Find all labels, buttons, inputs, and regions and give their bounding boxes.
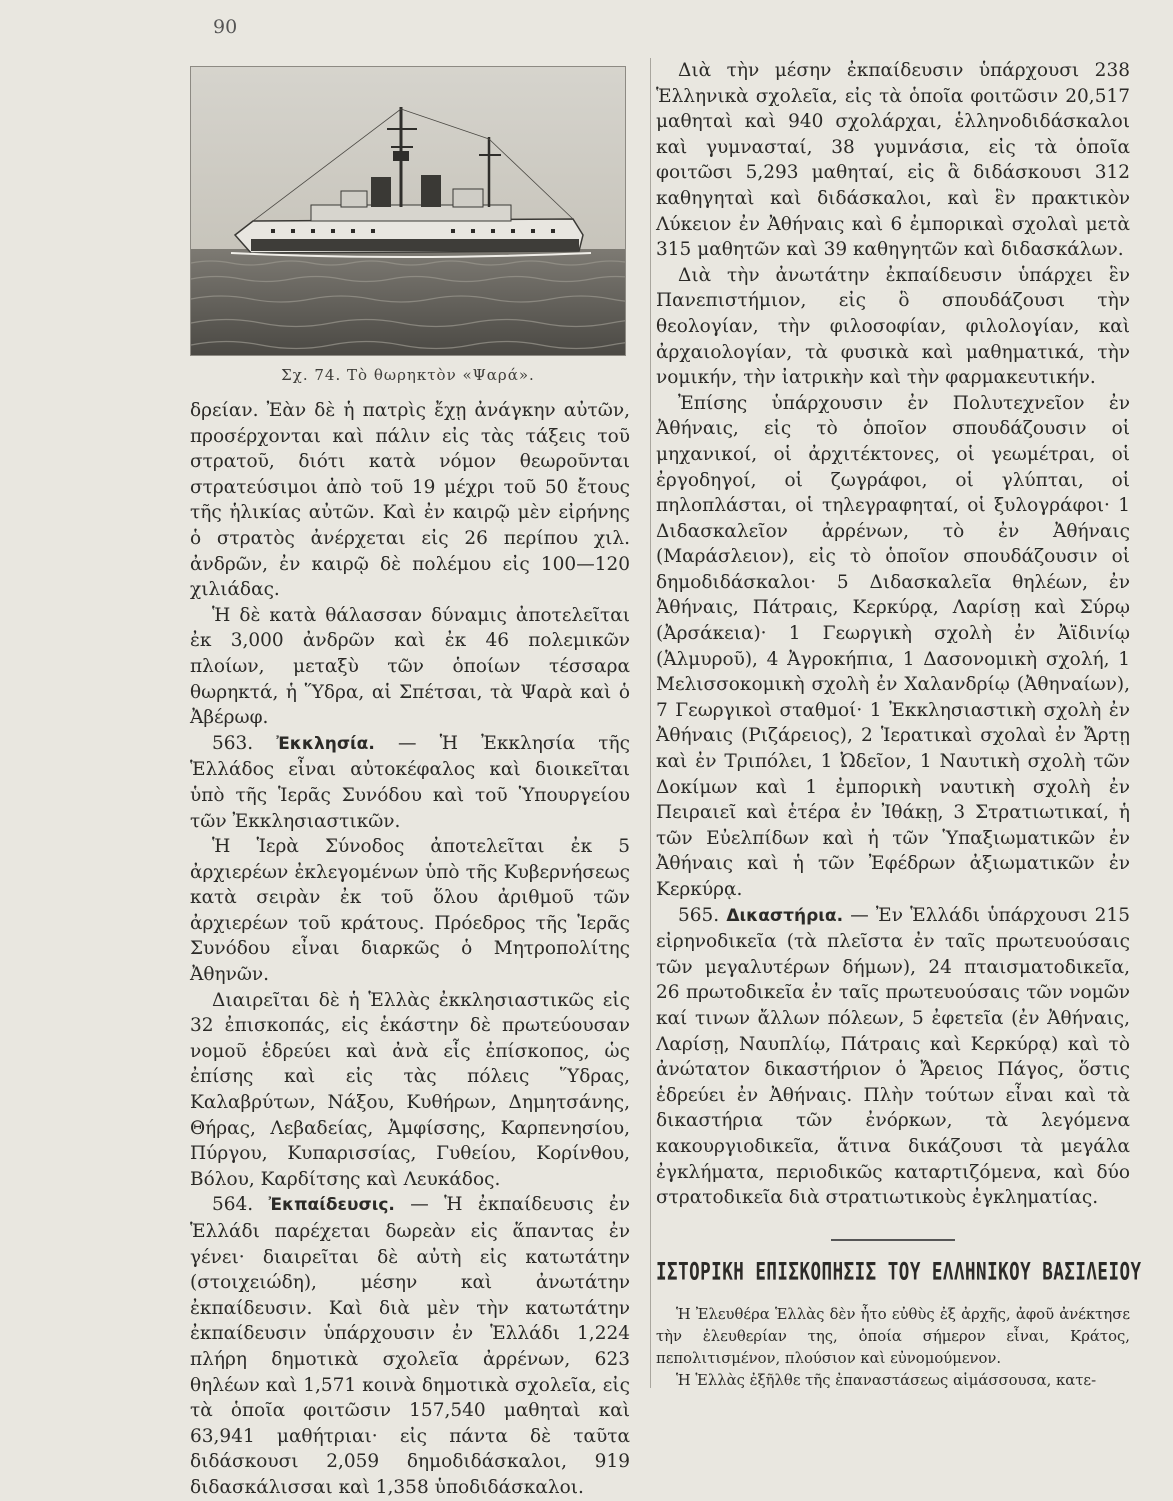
paragraph: Διὰ τὴν μέσην ἐκπαίδευσιν ὑπάρχουσι 238 Ἑλληνικὰ σχολεῖα, εἰς τὰ ὁποῖα φοιτῶσιν 20,517 μαθηταὶ καὶ 940 σχολάρχαι, ἑλληνοδιδάσκαλοι καὶ γυμνασταί, 38 γυμνάσια, εἰς τὰ ὁποῖα φοιτῶσι 5,293 μαθηταί, εἰς ἃ διδάσκουσι 312 καθηγηταὶ καὶ διδάσκαλοι, καὶ ἓν πρακτικὸν Λύκειον ἐν Ἀθήναις καὶ 6 ἐμπορικαὶ σχολαὶ μετὰ 315 μαθητῶν καὶ 39 καθηγητῶν καὶ διδασκάλων. [656,60,1130,261]
history-heading: ΙΣΤΟΡΙΚΗ ΕΠΙΣΚΟΠΗΣΙΣ ΤΟΥ ΕΛΛΗΝΙΚΟΥ ΒΑΣΙΛΕΙΟΥ [656,1258,1142,1286]
paragraph: Ἡ Ἐλευθέρα Ἑλλὰς δὲν ἦτο εὐθὺς ἐξ ἀρχῆς, ἀφοῦ ἀνέκτησε τὴν ἐλευθερίαν της, ὁποία σήμερον εἶναι, Κράτος, πεπολιτισμένον, πλούσιον καὶ εὐνομούμενον. [656,1306,1130,1368]
column-divider [650,58,651,1388]
paragraph: Ἡ Ἑλλὰς ἐξῆλθε τῆς ἐπαναστάσεως αἱμάσσουσα, κατε- [676,1372,1097,1390]
section-565 [656,903,1130,1211]
paragraph: Διαιρεῖται δὲ ἡ Ἑλλὰς ἐκκλησιαστικῶς εἰς 32 ἐπισκοπάς, εἰς ἑκάστην δὲ πρωτεύουσαν νομοῦ ἑδρεύει καὶ ἀνὰ εἷς ἐπίσκοπος, ὡς ἐπίσης καὶ εἰς τὰς πόλεις Ὕδρας, Καλαβρύτων, Νάξου, Κυθήρων, Δημητσάνης, Θήρας, Λεβαδείας, Ἀμφίσσης, Καρπενησίου, Πύργου, Κυπαρισσίας, Γυθείου, Κορίνθου, Βόλου, Καρδίτσης καὶ Λευκάδος. [190,989,630,1190]
paragraph: δρείαν. Ἐὰν δὲ ἡ πατρὶς ἔχῃ ἀνάγκην αὐτῶν, προσέρχονται καὶ πάλιν εἰς τὰς τάξεις τοῦ στρατοῦ, διότι κατὰ νόμον θεωροῦνται στρατεύσιμοι ἀπὸ τοῦ 19 μέχρι τοῦ 50 ἔτους τῆς ἡλικίας αὐτῶν. Καὶ ἐν καιρῷ μὲν εἰρήνης ὁ στρατὸς ἀνέρχεται εἰς 26 περίπου χιλ. ἀνδρῶν, ἐν καιρῷ δὲ πολέμου εἰς 100—120 χιλιάδας. [190,400,630,601]
right-column [656,58,1142,1392]
section-text: — Ἐν Ἑλλάδι ὑπάρχουσι 215 εἰρηνοδικεῖα (τὰ πλεῖστα ἐν ταῖς πρωτευούσαις τῶν μεγαλυτέρων δήμων), 24 πταισματοδικεῖα, 26 πρωτοδικεῖα ἐν ταῖς πρωτευούσαις τῶν νομῶν καί τινων ἄλλων πόλεων, 5 ἐφετεῖα (ἐν Ἀθήναις, Λαρίσῃ, Ναυπλίῳ, Πάτραις καὶ Κερκύρᾳ) καὶ τὸ ἀνώτατον δικαστήριον ὁ Ἄρειος Πάγος, ὅστις ἑδρεύει ἐν Ἀθήναις. Πλὴν τούτων εἶναι καὶ τὰ δικαστήρια τῶν ἐνόρκων, τὰ λεγόμενα κακουργιοδικεῖα, ἅτινα δικάζουσι τὰ μεγάλα ἐγκλήματα, περιοδικῶς καταρτιζόμενα, καὶ δύο στρατοδικεῖα διὰ στρατιωτικοὺς ἐγκληματίας. [656,904,1130,1209]
left-column [190,398,630,1501]
warship-photo [190,66,626,356]
section-564 [190,1192,630,1500]
section-563 [190,731,630,834]
section-text: — Ἡ ἐκπαίδευσις ἐν Ἑλλάδι παρέχεται δωρεὰν εἰς ἅπαντας ἐν γένει· διαιρεῖται δὲ αὐτὴ εἰς κατωτάτην (στοιχειώδη), μέσην καὶ ἀνωτάτην ἐκπαίδευσιν. Καὶ διὰ μὲν τὴν κατωτάτην ἐκπαίδευσιν ὑπάρχουσιν ἐν Ἑλλάδι 1,224 πλήρη δημοτικὰ σχολεῖα ἀρρένων, 623 θηλέων καὶ 1,571 κοινὰ δημοτικὰ σχολεῖα, εἰς τὰ ὁποῖα φοιτῶσιν 157,540 μαθηταὶ καὶ 63,941 μαθήτριαι· εἰς πάντα δὲ ταῦτα διδάσκουσι 2,059 δημοδιδάσκαλοι, 919 διδασκάλισσαι καὶ 1,358 ὑποδιδάσκαλοι. [190,1194,630,1498]
section-title: Ἐκπαίδευσις. [268,1195,395,1216]
section-number: 564. [212,1194,254,1216]
paragraph: Ἡ δὲ κατὰ θάλασσαν δύναμις ἀποτελεῖται ἐκ 3,000 ἀνδρῶν καὶ ἐκ 46 πολεμικῶν πλοίων, μεταξὺ τῶν ὁποίων τέσσαρα θωρηκτά, ἡ Ὕδρα, αἱ Σπέτσαι, τὰ Ψαρὰ καὶ ὁ Ἀβέρωφ. [190,604,630,729]
section-number: 565. [678,904,720,926]
section-number: 563. [212,732,254,754]
section-separator [831,1239,955,1241]
section-title: Δικαστήρια. [726,905,844,926]
section-title: Ἐκκλησία. [276,733,375,754]
page-number: 90 [213,16,238,38]
paragraph: Ἐπίσης ὑπάρχουσιν ἐν Πολυτεχνεῖον ἐν Ἀθήναις, εἰς τὸ ὁποῖον σπουδάζουσιν οἱ μηχανικοί, οἱ ἀρχιτέκτονες, οἱ γεωμέτραι, οἱ ἐργοδηγοί, οἱ ζωγράφοι, οἱ γλύπται, οἱ πηλοπλάσται, οἱ τηλεγραφηταί, οἱ ξυλογράφοι· 1 Διδασκαλεῖον ἀρρένων, τὸ ἐν Ἀθήναις (Μαράσλειον), εἰς τὸ ὁποῖον σπουδάζουσιν οἱ δημοδιδάσκαλοι· 5 Διδασκαλεῖα θηλέων, ἐν Ἀθήναις, Πάτραις, Κερκύρᾳ, Λαρίσῃ καὶ Σύρῳ (Ἀρσάκεια)· 1 Γεωργικὴ σχολὴ ἐν Ἀϊδινίῳ (Ἁλμυροῦ), 4 Ἀγροκήπια, 1 Δασονομικὴ σχολή, 1 Μελισσοκομικὴ σχολὴ ἐν Χαλανδρίῳ (Ἀθηναίων), 7 Γεωργικοὶ σταθμοί· 1 Ἐκκλησιαστικὴ σχολὴ ἐν Ἀθήναις (Ριζάρειος), 2 Ἱερατικαὶ σχολαὶ ἐν Ἄρτῃ καὶ ἐν Τριπόλει, 1 Ὠδεῖον, 1 Ναυτικὴ σχολὴ τῶν Δοκίμων καὶ 1 ἐμπορικὴ ναυτικὴ σχολὴ ἐν Πειραιεῖ καὶ ἑτέρα ἐν Ἰθάκῃ, 3 Στρατιωτικαί, ἡ τῶν Εὐελπίδων καὶ ἡ τῶν Ὑπαξιωματικῶν ἐν Ἀθήναις καὶ ἡ τῶν Ἐφέδρων ἀξιωματικῶν ἐν Κερκύρᾳ. [656,392,1130,900]
figure-caption: Σχ. 74. Τὸ θωρηκτὸν «Ψαρά». [281,366,535,384]
section-text: — Ἡ Ἐκκλησία τῆς Ἑλλάδος εἶναι αὐτοκέφαλος καὶ διοικεῖται ὑπὸ τῆς Ἱερᾶς Συνόδου καὶ τοῦ Ὑπουργείου τῶν Ἐκκλησιαστικῶν. [190,732,630,832]
paragraph: Διὰ τὴν ἀνωτάτην ἐκπαίδευσιν ὑπάρχει ἓν Πανεπιστήμιον, εἰς ὃ σπουδάζουσι τὴν θεολογίαν, τὴν φιλοσοφίαν, φιλολογίαν, καὶ ἀρχαιολογίαν, τὰ φυσικὰ καὶ μαθηματικά, τὴν νομικήν, τὴν ἰατρικὴν καὶ τὴν φαρμακευτικήν. [656,264,1130,389]
history-text [656,1304,1130,1392]
paragraph: Ἡ Ἱερὰ Σύνοδος ἀποτελεῖται ἐκ 5 ἀρχιερέων ἐκλεγομένων ὑπὸ τῆς Κυβερνήσεως κατὰ σειρὰν ἐκ τοῦ ὅλου ἀριθμοῦ τῶν ἀρχιερέων τοῦ κράτους. Πρόεδρος τῆς Ἱερᾶς Συνόδου εἶναι διαρκῶς ὁ Μητροπολίτης Ἀθηνῶν. [190,836,630,986]
warship-illustration [191,67,626,356]
